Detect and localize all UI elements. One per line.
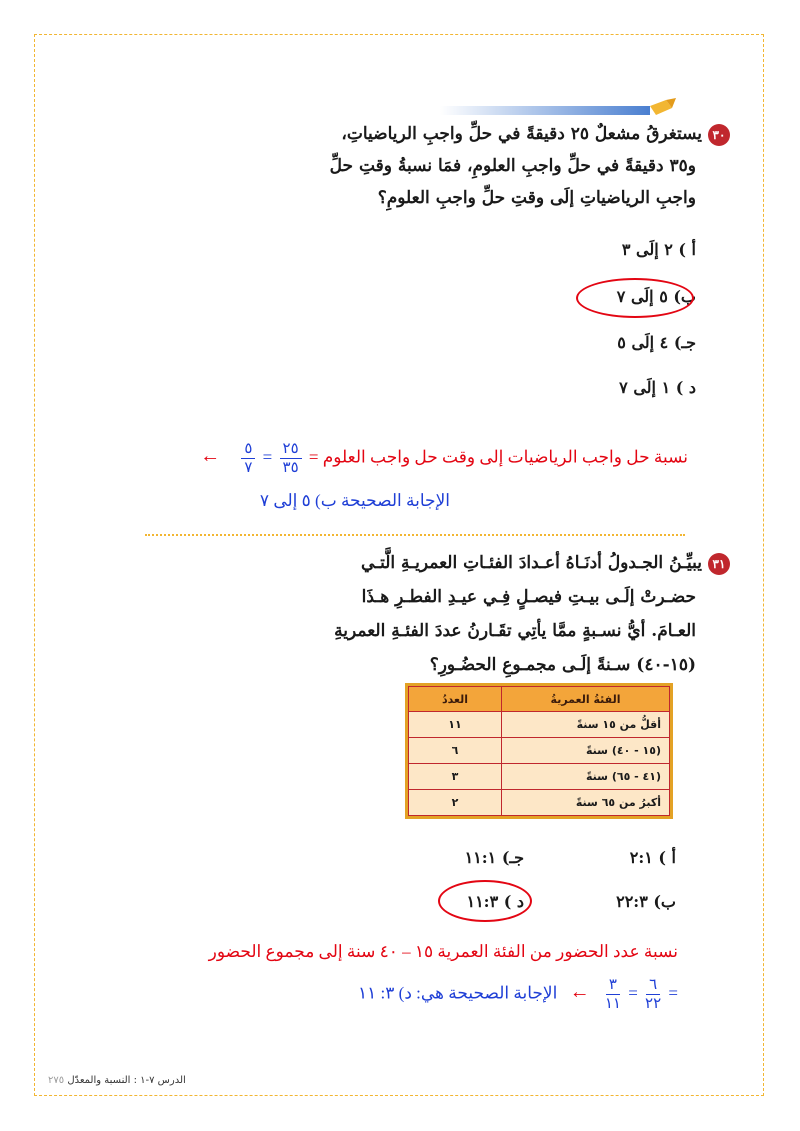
table-row: أقلُّ من ١٥ سنةً ١١ <box>409 712 670 738</box>
q30-line-2: و٣٥ دقيقةً في حلِّ واجبِ العلومِ، فمَا نسبةُ وقتِ حلِّ <box>329 156 696 176</box>
table-row: أكبرُ من ٦٥ سنةً ٢ <box>409 790 670 816</box>
answer-circle <box>438 880 532 922</box>
q30-option-b[interactable]: ب) ٥ إلَى ٧ <box>616 287 696 306</box>
q30-fraction-2: $\frac{٥}{٧}$ <box>241 440 255 477</box>
q31-number-badge: ٣١ <box>708 553 730 575</box>
q30-answer: الإجابة الصحيحة ب) ٥ إلى ٧ <box>259 491 450 510</box>
q31-block <box>110 546 730 682</box>
pencil-icon <box>440 98 680 120</box>
q30-solution: نسبة حل واجب الرياضيات إلى وقت حل واجب العلوم = $\frac{٢٥}{٣٥}$ = $\frac{٥}{٧}$ ← <box>200 441 688 476</box>
arrow-icon: ← <box>200 445 221 468</box>
q30-line-1: ٣٠يستغرقُ مشعلٌ ٢٥ دقيقةً في حلِّ واجبِ الرياضياتِ، <box>110 118 730 150</box>
q30-option-d[interactable]: د ) ١ إلَى ٧ <box>619 378 696 397</box>
q31-answer: الإجابة الصحيحة هي: د) ٣: ١١ <box>358 983 558 1003</box>
q30-line-3: واجبِ الرياضياتِ إلَى وقتِ حلِّ واجبِ العلومِ؟ <box>377 188 696 208</box>
divider <box>145 534 685 536</box>
q30-option-a[interactable]: أ ) ٢ إلَى ٣ <box>621 240 696 259</box>
q31-line-3: العـامَ. أيُّ نسـبةٍ ممَّا يأتِي تقَـارنُ عددَ الفئـةِ العمريةِ <box>334 621 696 641</box>
age-table <box>408 686 670 816</box>
q31-line-1: ٣١يبيِّـنُ الجـدولُ أدنَـاهُ أعـدادَ الفئـاتِ العمريـةِ الَّتـي <box>110 546 730 580</box>
q30-block <box>110 118 730 214</box>
q31-fraction-2: $\frac{٣}{١١}$ <box>604 977 621 1012</box>
table-row: (٤١ - ٦٥) سنةً ٣ <box>409 764 670 790</box>
q31-option-b[interactable]: ب) ٢٢:٣ <box>616 892 676 911</box>
answer-circle <box>576 278 694 318</box>
q31-solution-line-2: = $\frac{٦}{٢٢}$ = $\frac{٣}{١١}$ ← الإجابة الصحيحة هي: د) ٣: ١١ <box>358 977 678 1012</box>
page-footer: الدرس ٧-١ : النسبة والمعدّل ٢٧٥ <box>48 1075 186 1086</box>
age-column-header: الفئةُ العمريةُ <box>502 687 670 712</box>
count-column-header: العددُ <box>409 687 502 712</box>
arrow-icon: ← <box>569 981 590 1004</box>
q31-fraction-1: $\frac{٦}{٢٢}$ <box>645 977 662 1012</box>
q31-option-a[interactable]: أ ) ٢:١ <box>629 848 676 867</box>
table-row: (١٥ - ٤٠) سنةً ٦ <box>409 738 670 764</box>
page-number: ٢٧٥ <box>48 1075 65 1086</box>
q30-solution-text: نسبة حل واجب الرياضيات إلى وقت حل واجب العلوم = <box>308 447 688 467</box>
q30-number-badge: ٣٠ <box>708 124 730 146</box>
q31-line-2: حضـرتْ إلَـى بيـتِ فيصـلٍ فِـي عيـدِ الفطـرِ هـذَا <box>361 587 696 607</box>
q31-line-4: (١٥-٤٠) سـنةً إلَـى مجمـوعِ الحضُـورِ؟ <box>429 655 696 675</box>
q30-option-c[interactable]: جـ) ٤ إلَى ٥ <box>617 333 696 352</box>
q31-option-d[interactable]: د ) ١١:٣ <box>466 892 524 911</box>
q31-option-c[interactable]: جـ) ١١:١ <box>464 848 524 867</box>
q31-solution-line-1: نسبة عدد الحضور من الفئة العمرية ١٥ – ٤٠ سنة إلى مجموع الحضور <box>208 942 678 961</box>
q30-fraction-1: $\frac{٢٥}{٣٥}$ <box>280 440 302 477</box>
